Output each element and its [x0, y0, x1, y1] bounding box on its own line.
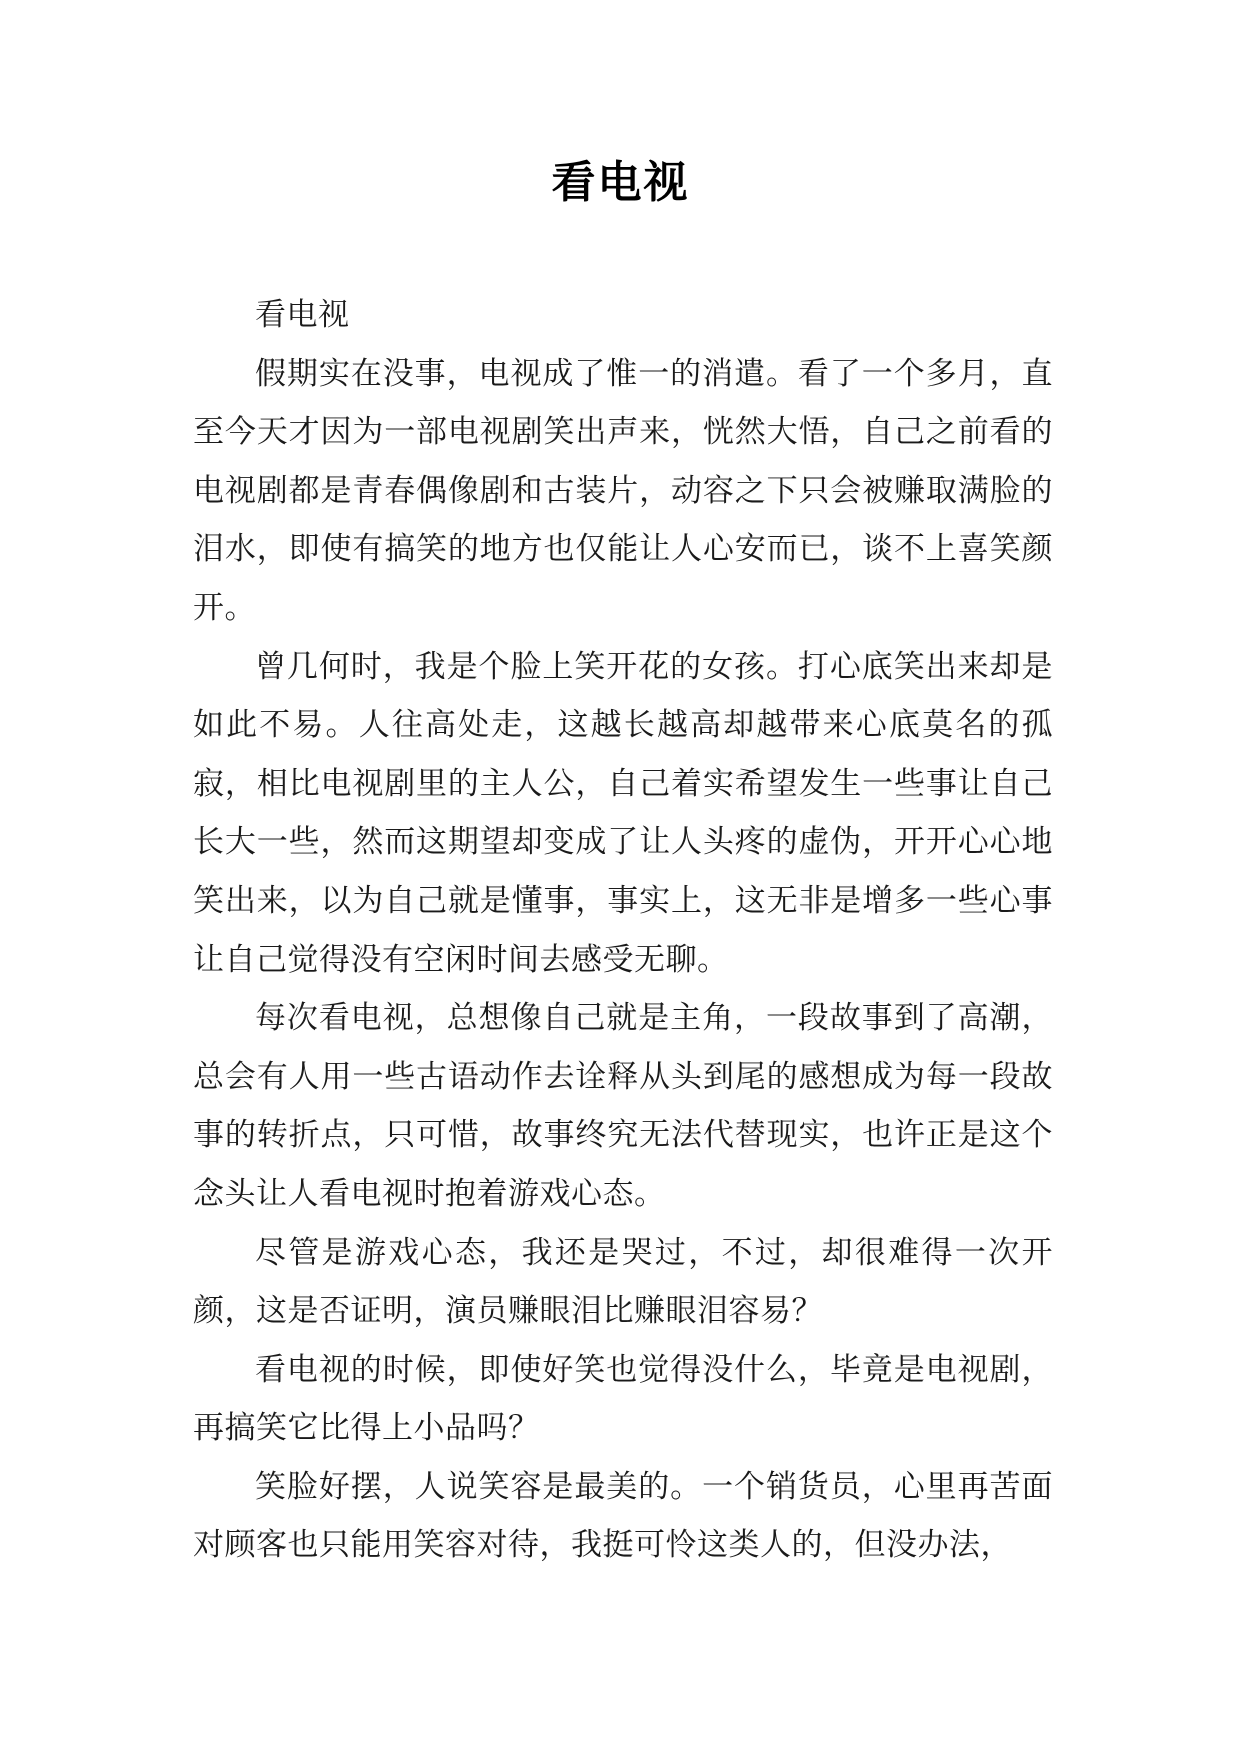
paragraph: 每次看电视，总想像自己就是主角，一段故事到了高潮，总会有人用一些古语动作去诠释从头到尾的感想成为每一段故事的转折点，只可惜，故事终究无法代替现实，也许正是这个念头让人看电视时抱着游戏心态。	[193, 1000, 1053, 1212]
paragraph: 尽管是游戏心态，我还是哭过，不过，却很难得一次开颜，这是否证明，演员赚眼泪比赚眼泪容易？	[193, 1234, 1053, 1330]
paragraph: 假期实在没事，电视成了惟一的消遣。看了一个多月，直至今天才因为一部电视剧笑出声来，恍然大悟，自己之前看的电视剧都是青春偶像剧和古装片，动容之下只会被赚取满脸的泪水，即使有搞笑的地方也仅能让人心安而已，谈不上喜笑颜开。	[193, 355, 1053, 626]
paragraph-subtitle: 看电视	[255, 297, 350, 333]
document-title: 看电视	[551, 157, 690, 208]
paragraph: 笑脸好摆，人说笑容是最美的。一个销货员，心里再苦面对顾客也只能用笑容对待，我挺可怜这类人的，但没办法，	[193, 1468, 1053, 1564]
paragraph: 曾几何时，我是个脸上笑开花的女孩。打心底笑出来却是如此不易。人往高处走，这越长越高却越带来心底莫名的孤寂，相比电视剧里的主人公，自己着实希望发生一些事让自己长大一些，然而这期望却变成了让人头疼的虚伪，开开心心地笑出来，以为自己就是懂事，事实上，这无非是增多一些心事让自己觉得没有空闲时间去感受无聊。	[193, 648, 1053, 978]
paragraph: 看电视的时候，即使好笑也觉得没什么，毕竟是电视剧，再搞笑它比得上小品吗？	[193, 1351, 1053, 1447]
document-body	[193, 286, 1053, 1575]
